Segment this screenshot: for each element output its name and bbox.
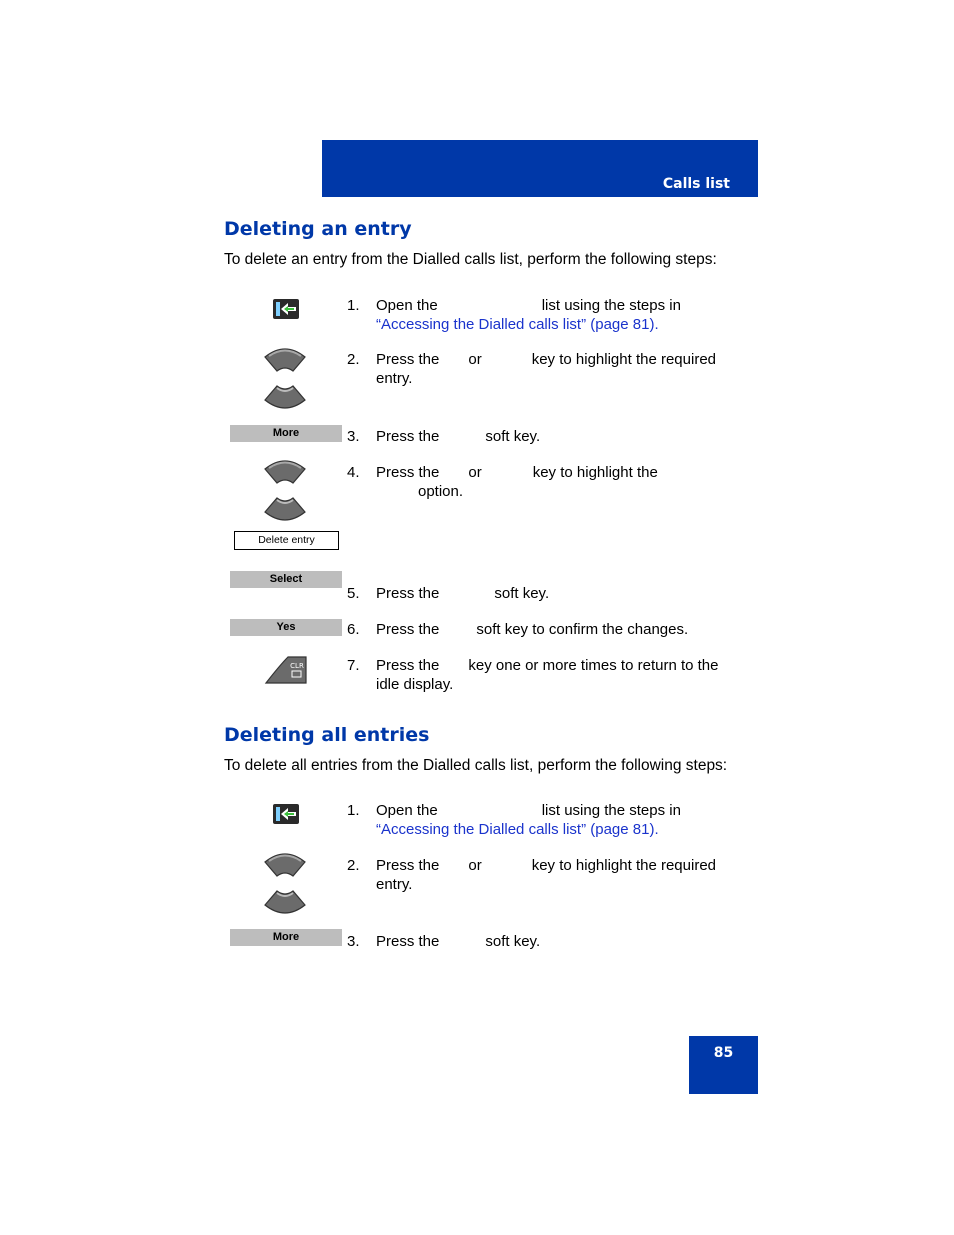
step-text: Press the soft key.: [376, 933, 541, 950]
step-number: 3.: [347, 933, 360, 950]
navigation-down-key-icon: [263, 496, 307, 524]
navigation-up-key-icon: [263, 345, 307, 373]
step-number: 5.: [347, 585, 360, 602]
step-text: Press the key one or more times to return to the idle display.: [376, 657, 719, 693]
step-text: Open the list using the steps in “Accessing the Dialled calls list” (page 81).: [376, 802, 681, 838]
page-number-box: [689, 1036, 758, 1094]
step-number: 4.: [347, 464, 360, 481]
dialled-calls-key-icon: [272, 803, 300, 825]
clear-key-label: CLR: [290, 662, 304, 670]
section-intro: To delete all entries from the Dialled calls list, perform the following steps:: [224, 757, 728, 774]
step-number: 2.: [347, 351, 360, 368]
link-accessing-dialled-calls[interactable]: “Accessing the Dialled calls list” (page 81): [376, 820, 655, 838]
clear-key-icon: [264, 655, 308, 685]
navigation-up-key-icon: [263, 457, 307, 485]
yes-softkey[interactable]: Yes: [230, 619, 342, 636]
section-heading-deleting-entry: Deleting an entry: [224, 218, 412, 240]
step-number: 1.: [347, 297, 360, 314]
section-heading-deleting-all: Deleting all entries: [224, 724, 430, 746]
section-intro: To delete an entry from the Dialled calls list, perform the following steps:: [224, 251, 717, 268]
delete-entry-option[interactable]: Delete entry: [234, 531, 339, 550]
link-accessing-dialled-calls[interactable]: “Accessing the Dialled calls list” (page 81): [376, 315, 655, 333]
step-text: Press the soft key to confirm the changes.: [376, 621, 689, 638]
step-text: Press the soft key.: [376, 585, 550, 602]
navigation-down-key-icon: [263, 889, 307, 917]
header-title: Calls list: [662, 176, 730, 192]
step-number: 7.: [347, 657, 360, 674]
step-text: Open the list using the steps in “Accessing the Dialled calls list” (page 81).: [376, 297, 681, 333]
navigation-up-key-icon: [263, 850, 307, 878]
step-number: 3.: [347, 428, 360, 445]
select-softkey[interactable]: Select: [230, 571, 342, 588]
step-text: Press the or key to highlight the required entry.: [376, 351, 717, 387]
navigation-down-key-icon: [263, 384, 307, 412]
header-band: [322, 140, 758, 197]
step-number: 2.: [347, 857, 360, 874]
dialled-calls-key-icon: [272, 298, 300, 320]
step-text: Press the or key to highlight the required entry.: [376, 857, 717, 893]
step-number: 1.: [347, 802, 360, 819]
more-softkey[interactable]: More: [230, 425, 342, 442]
step-number: 6.: [347, 621, 360, 638]
page-number: 85: [713, 1045, 734, 1061]
more-softkey[interactable]: More: [230, 929, 342, 946]
step-text: Press the or key to highlight the option.: [376, 464, 658, 500]
step-text: Press the soft key.: [376, 428, 541, 445]
